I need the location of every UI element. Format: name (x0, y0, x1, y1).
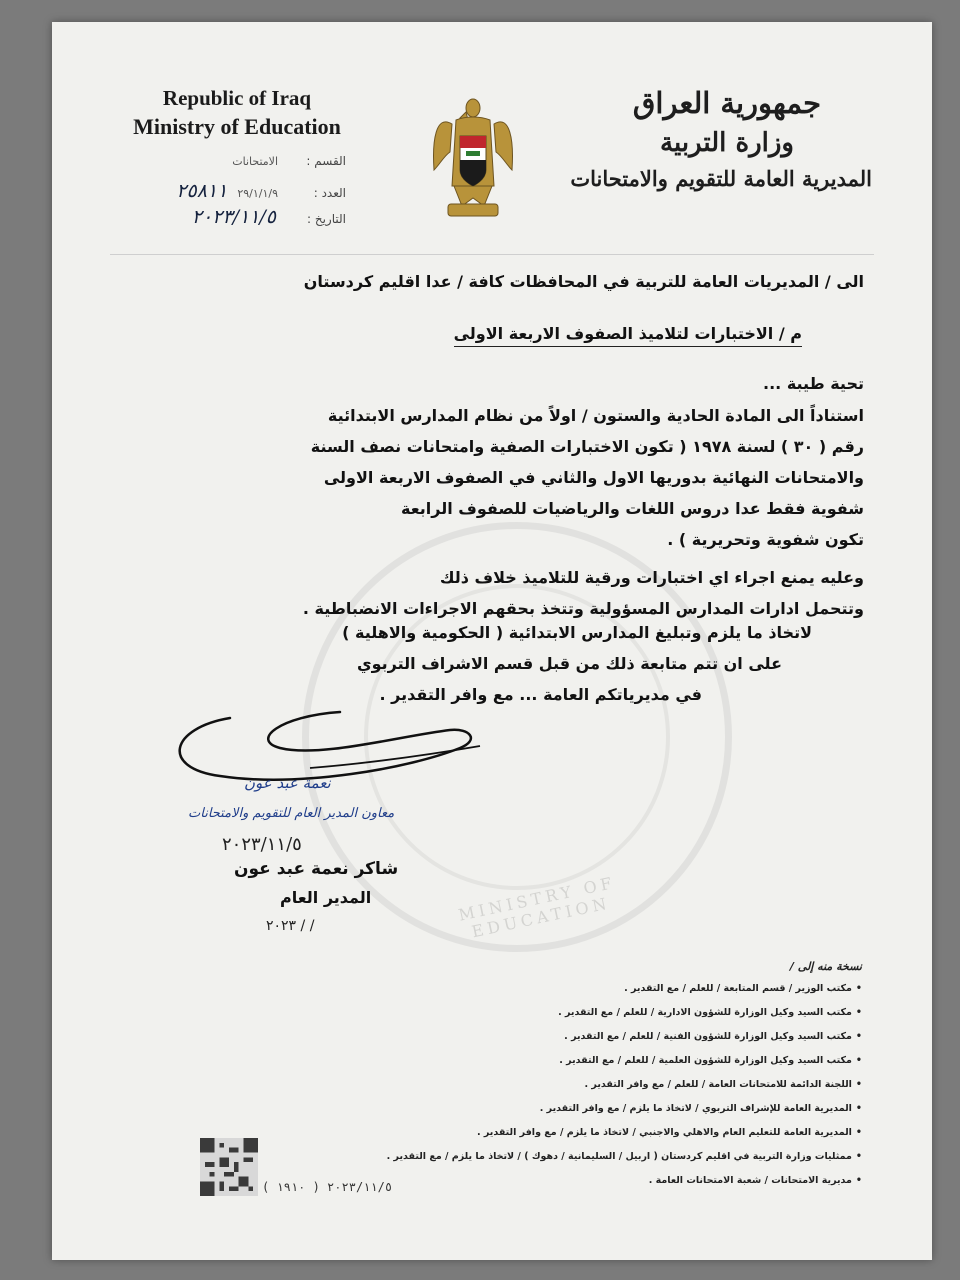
copy-item: • مكتب السيد وكيل الوزارة للشؤون العلمية / للعلم / مع التقدير . (342, 1049, 862, 1073)
copy-item: • مكتب السيد وكيل الوزارة للشؤون الادارية / للعلم / مع التقدير . (342, 1001, 862, 1025)
closing-line-3: في مديرياتكم العامة ... مع وافر التقدير . (379, 685, 702, 704)
copy-item: • مكتب السيد وكيل الوزارة للشؤون الفنية / للعلم / مع التقدير . (342, 1025, 862, 1049)
body-paragraph-1 (159, 400, 864, 555)
number-note: ٢٩/١/١/٩ (237, 187, 278, 200)
english-country: Republic of Iraq (162, 86, 312, 110)
reference-block (114, 154, 346, 232)
body-line: وتتحمل ادارات المدارس المسؤولية وتتخذ بحقهم الاجراءات الانضباطية . (302, 599, 864, 618)
signatory-name: شاكر نعمة عبد عون (234, 859, 399, 879)
closing-line-1: لاتخاذ ما يلزم وتبليغ المدارس الابتدائية ( الحكومية والاهلية ) (342, 623, 812, 642)
signature-ink-name: نعمة عبد عون (244, 774, 331, 792)
reference-number-row (114, 180, 346, 206)
copy-item: • مكتب الوزير / قسم المتابعة / للعلم / مع التقدير . (342, 977, 862, 1001)
english-header (112, 84, 362, 142)
signature-ink-role: معاون المدير العام للتقويم والامتحانات (188, 806, 395, 821)
english-ministry: Ministry of Education (133, 114, 341, 139)
date-value: ٢٠٢٣/١١/٥ (191, 206, 276, 228)
addressee-line: الى / المديريات العامة للتربية في المحافظات كافة / عدا اقليم كردستان (303, 272, 864, 291)
body-line: شفوية فقط عدا دروس اللغات والرياضيات للصفوف الرابعة (401, 499, 864, 518)
arabic-header (570, 82, 872, 196)
section-value: الامتحانات (232, 155, 278, 168)
section-label: القسم : (306, 154, 346, 168)
copies-list (342, 960, 862, 1193)
arabic-directorate: المديرية العامة للتقويم والامتحانات (570, 166, 872, 191)
copies-heading: نسخة منه إلى / (789, 960, 862, 973)
reference-section-row (114, 154, 346, 180)
signature-date: ٢٠٢٣/١١/٥ (222, 834, 302, 855)
subject-line: م / الاختبارات لتلاميذ الصفوف الاربعة الاولى (454, 324, 802, 347)
watermark-seal-text: MINISTRY OF EDUCATION (456, 872, 618, 942)
arabic-ministry: وزارة التربية (660, 128, 794, 158)
body-line: والامتحانات النهائية بدوريها الاول والثاني في الصفوف الاربعة الاولى (323, 468, 864, 487)
signature-year-line: / / ٢٠٢٣ (266, 918, 315, 934)
body-line: تكون شفوية وتحريرية ) . (667, 530, 864, 549)
letter-page (52, 22, 932, 1260)
body-line: رقم ( ٣٠ ) لسنة ١٩٧٨ ( تكون الاختبارات الصفية وامتحانات نصف السنة (310, 437, 864, 456)
copy-item: • المديرية العامة للإشراف التربوي / لاتخاذ ما يلزم / مع وافر التقدير . (342, 1097, 862, 1121)
document-code-line: ٢٠٢٣/١١/٥ ( ١٩١٠ ) (262, 1180, 393, 1194)
greeting: تحية طيبة ... (763, 374, 864, 393)
number-value: ٢٥٨١١ (176, 180, 228, 202)
iraq-eagle-emblem-icon (430, 94, 516, 224)
number-label: العدد : (313, 186, 346, 200)
date-label: التاريخ : (306, 212, 346, 226)
reference-date-row (114, 206, 346, 232)
copy-item: • المديرية العامة للتعليم العام والاهلي والاجنبي / لاتخاذ ما يلزم / مع وافر التقدير . (342, 1121, 862, 1145)
arabic-country: جمهورية العراق (632, 86, 822, 120)
qr-code-icon (200, 1137, 258, 1197)
signatory-title: المدير العام (280, 888, 372, 907)
body-paragraph-2 (159, 562, 864, 624)
header-divider (110, 254, 874, 255)
body-line: وعليه يمنع اجراء اي اختبارات ورقية للتلاميذ خلاف ذلك (439, 568, 864, 587)
closing-line-2: على ان تتم متابعة ذلك من قبل قسم الاشراف التربوي (356, 654, 782, 673)
body-line: استناداً الى المادة الحادية والستون / اولاً من نظام المدارس الابتدائية (327, 406, 864, 425)
copy-item: • مديرية الامتحانات / شعبة الامتحانات العامة . (342, 1169, 862, 1193)
copy-item: • اللجنة الدائمة للامتحانات العامة / للعلم / مع وافر التقدير . (342, 1073, 862, 1097)
copy-item: • ممثليات وزارة التربية في اقليم كردستان ( اربيل / السليمانية / دهوك ) / لاتخاذ ما يلزم / مع التقدير . (342, 1145, 862, 1169)
